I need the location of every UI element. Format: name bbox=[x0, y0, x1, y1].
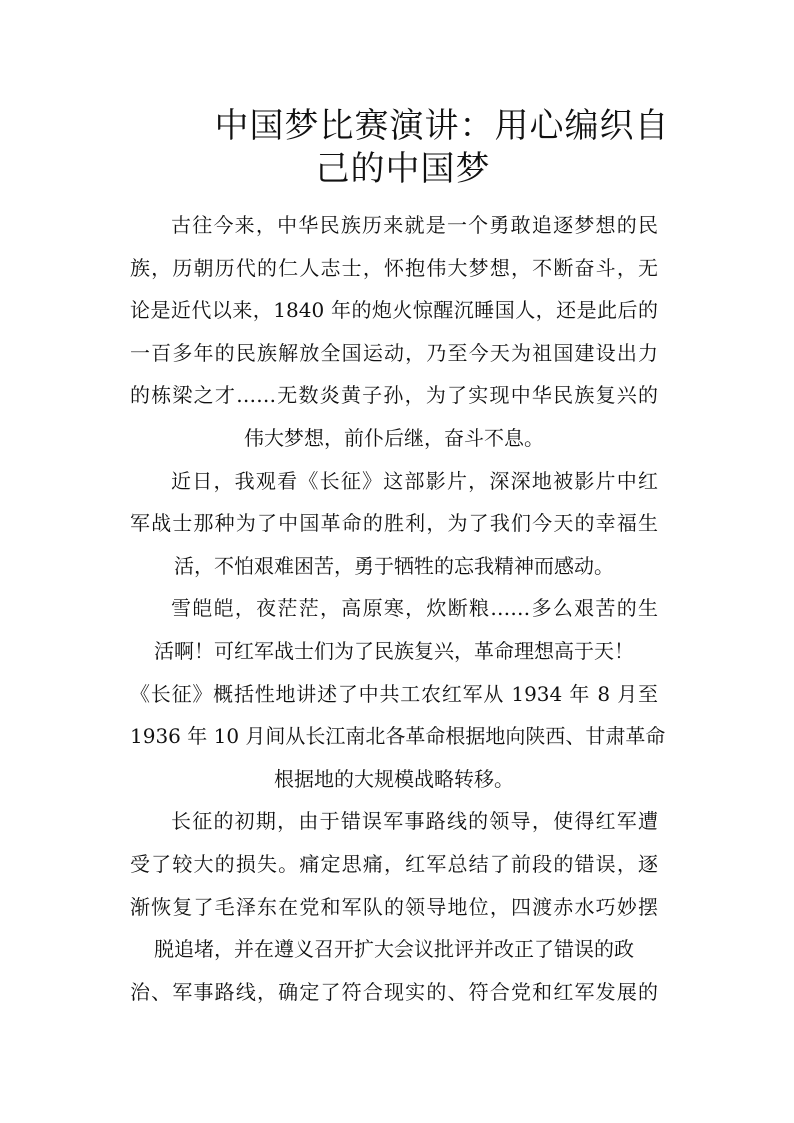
paragraph-line: 活啊！可红军战士们为了民族复兴，革命理想高于天！ bbox=[154, 638, 634, 663]
paragraph-line: 族，历朝历代的仁人志士，怀抱伟大梦想，不断奋斗，无 bbox=[130, 255, 658, 280]
paragraph-1 bbox=[130, 204, 658, 460]
title-line-2: 己的中国梦 bbox=[315, 149, 491, 189]
paragraph-line: 古往今来，中华民族历来就是一个勇敢追逐梦想的民 bbox=[171, 213, 658, 237]
paragraph-line: 一百多年的民族解放全国运动，乃至今天为祖国建设出力 bbox=[130, 340, 658, 365]
paragraph-line: 脱追堵，并在遵义召开扩大会议批评并改正了错误的政 bbox=[154, 937, 634, 962]
paragraph-line: 《长征》概括性地讲述了中共工农红军从 1934 年 8 月至 bbox=[130, 681, 658, 706]
document-body bbox=[130, 204, 666, 1013]
paragraph-line: 长征的初期，由于错误军事路线的领导，使得红军遭 bbox=[171, 809, 658, 834]
paragraph-line: 近日，我观看《长征》这部影片，深深地被影片中红 bbox=[171, 468, 658, 493]
paragraph-line: 1936 年 10 月间从长江南北各革命根据地向陕西、甘肃革命 bbox=[130, 724, 666, 749]
paragraph-4 bbox=[130, 800, 658, 1013]
paragraph-line: 伟大梦想，前仆后继，奋斗不息。 bbox=[244, 425, 544, 450]
paragraph-line: 活，不怕艰难困苦，勇于牺牲的忘我精神而感动。 bbox=[174, 553, 614, 578]
paragraph-line: 军战士那种为了中国革命的胜利，为了我们今天的幸福生 bbox=[130, 511, 658, 536]
paragraph-line: 治、军事路线，确定了符合现实的、符合党和红军发展的 bbox=[130, 979, 658, 1004]
title-line-1: 中国梦比赛演讲：用心编织自 bbox=[214, 106, 670, 146]
paragraph-line: 受了较大的损失。痛定思痛，红军总结了前段的错误，逐 bbox=[130, 851, 658, 876]
paragraph-line: 的栋梁之才……无数炎黄子孙，为了实现中华民族复兴的 bbox=[130, 383, 658, 408]
paragraph-2 bbox=[130, 460, 658, 588]
paragraph-3 bbox=[130, 587, 666, 800]
paragraph-line: 根据地的大规模战略转移。 bbox=[274, 766, 514, 791]
paragraph-line: 雪皑皑，夜茫茫，高原寒，炊断粮……多么艰苦的生 bbox=[171, 596, 658, 621]
paragraph-line: 渐恢复了毛泽东在党和军队的领导地位，四渡赤水巧妙摆 bbox=[130, 894, 658, 919]
paragraph-line: 论是近代以来，1840 年的炮火惊醒沉睡国人，还是此后的 bbox=[130, 298, 658, 323]
